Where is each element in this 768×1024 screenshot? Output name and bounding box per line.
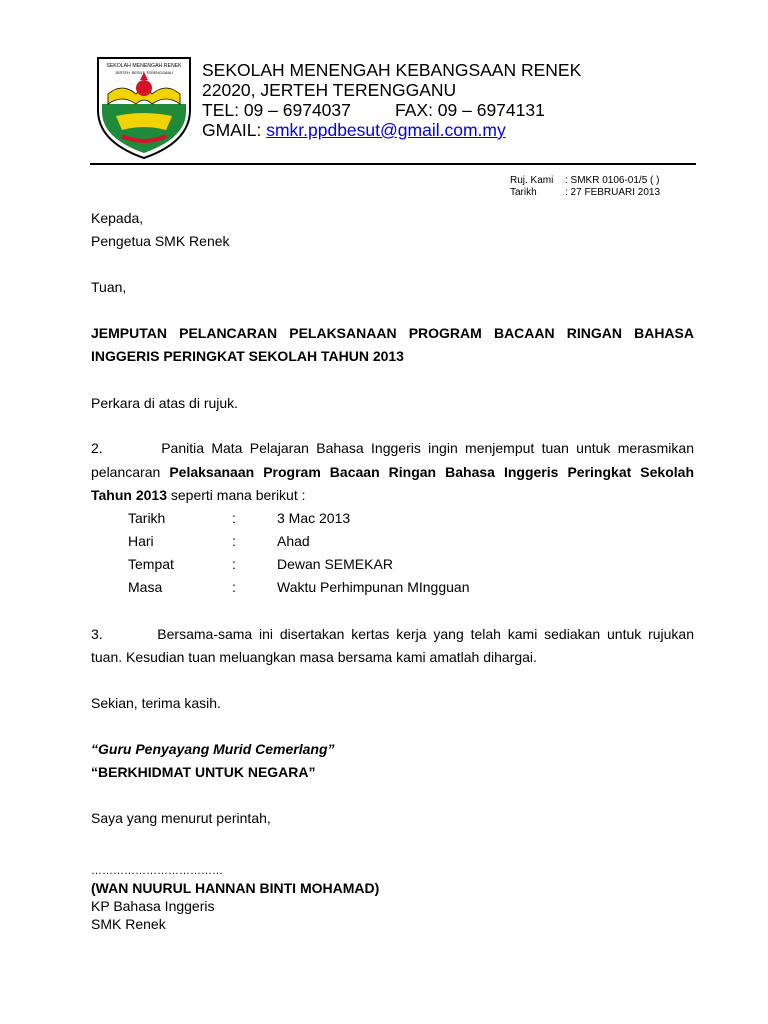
- letterhead-divider: [90, 163, 696, 165]
- signatory-title: KP Bahasa Inggeris: [91, 898, 215, 914]
- school-address: 22020, JERTEH TERENGGANU: [202, 80, 457, 100]
- signatory-name: (WAN NUURUL HANNAN BINTI MOHAMAD): [91, 880, 380, 896]
- tarikh-value: : 27 FEBRUARI 2013: [565, 187, 661, 198]
- detail-label: Hari: [128, 533, 154, 549]
- p2-line3-plain: seperti mana berikut :: [167, 487, 306, 503]
- detail-value: 3 Mac 2013: [277, 510, 351, 526]
- p2-program-name: Pelaksanaan Program Bacaan Ringan Bahasa Inggeris Peringkat Sekolah: [169, 464, 694, 480]
- salutation: Tuan,: [91, 279, 127, 295]
- paragraph-3-line-2: tuan. Kesudian tuan meluangkan masa bersama kami amatlah dihargai.: [91, 649, 537, 665]
- recipient-kepada: Kepada,: [91, 210, 144, 226]
- closing: Sekian, terima kasih.: [91, 695, 221, 711]
- paragraph-2-line-2: [91, 464, 694, 481]
- detail-label: Tarikh: [128, 510, 166, 526]
- detail-value: Dewan SEMEKAR: [277, 556, 393, 572]
- ruj-value: : SMKR 0106-01/5 ( ): [565, 175, 660, 186]
- detail-sep: :: [232, 533, 236, 549]
- paragraph-3-line-1: 3. Bersama-sama ini disertakan kertas kerja yang telah kami sediakan untuk rujukan: [91, 626, 694, 642]
- p2-year: Tahun 2013: [91, 487, 167, 503]
- gmail-label: GMAIL:: [202, 120, 262, 140]
- school-crest-logo: [92, 54, 196, 160]
- school-fax: FAX: 09 – 6974131: [395, 100, 545, 120]
- signatory-org: SMK Renek: [91, 916, 166, 932]
- ruj-label: Ruj. Kami: [510, 175, 554, 186]
- signature-dots: ………………………………: [91, 865, 223, 877]
- gmail-link[interactable]: smkr.ppdbesut@gmail.com.my: [266, 120, 506, 140]
- paragraph-2-line-1: 2. Panitia Mata Pelajaran Bahasa Inggeris ingin menjemput tuan untuk merasmikan: [91, 440, 694, 456]
- crest-text-sub: JERTEH, BESUT, TERENGGANU: [115, 71, 173, 75]
- gmail-line: [202, 120, 506, 140]
- school-tel: TEL: 09 – 6974037: [202, 100, 351, 120]
- paragraph-2-line-3: [91, 487, 306, 504]
- detail-sep: :: [232, 510, 236, 526]
- subject-line-2: INGGERIS PERINGKAT SEKOLAH TAHUN 2013: [91, 348, 404, 364]
- detail-label: Tempat: [128, 556, 174, 572]
- tarikh-label: Tarikh: [510, 187, 537, 198]
- motto-2: “BERKHIDMAT UNTUK NEGARA”: [91, 764, 316, 780]
- p2-line2-plain: pelancaran: [91, 464, 170, 480]
- motto-1: “Guru Penyayang Murid Cemerlang”: [91, 741, 335, 757]
- school-name: SEKOLAH MENENGAH KEBANGSAAN RENEK: [202, 60, 582, 80]
- detail-value: Waktu Perhimpunan MIngguan: [277, 579, 470, 595]
- signoff-line: Saya yang menurut perintah,: [91, 810, 271, 826]
- detail-sep: :: [232, 556, 236, 572]
- detail-sep: :: [232, 579, 236, 595]
- subject-line-1: JEMPUTAN PELANCARAN PELAKSANAAN PROGRAM BACAAN RINGAN BAHASA: [91, 325, 694, 341]
- paragraph-1: Perkara di atas di rujuk.: [91, 395, 239, 411]
- detail-value: Ahad: [277, 533, 310, 549]
- detail-label: Masa: [128, 579, 163, 595]
- crest-text-top: SEKOLAH MENENGAH RENEK: [106, 63, 182, 69]
- recipient-name: Pengetua SMK Renek: [91, 233, 230, 249]
